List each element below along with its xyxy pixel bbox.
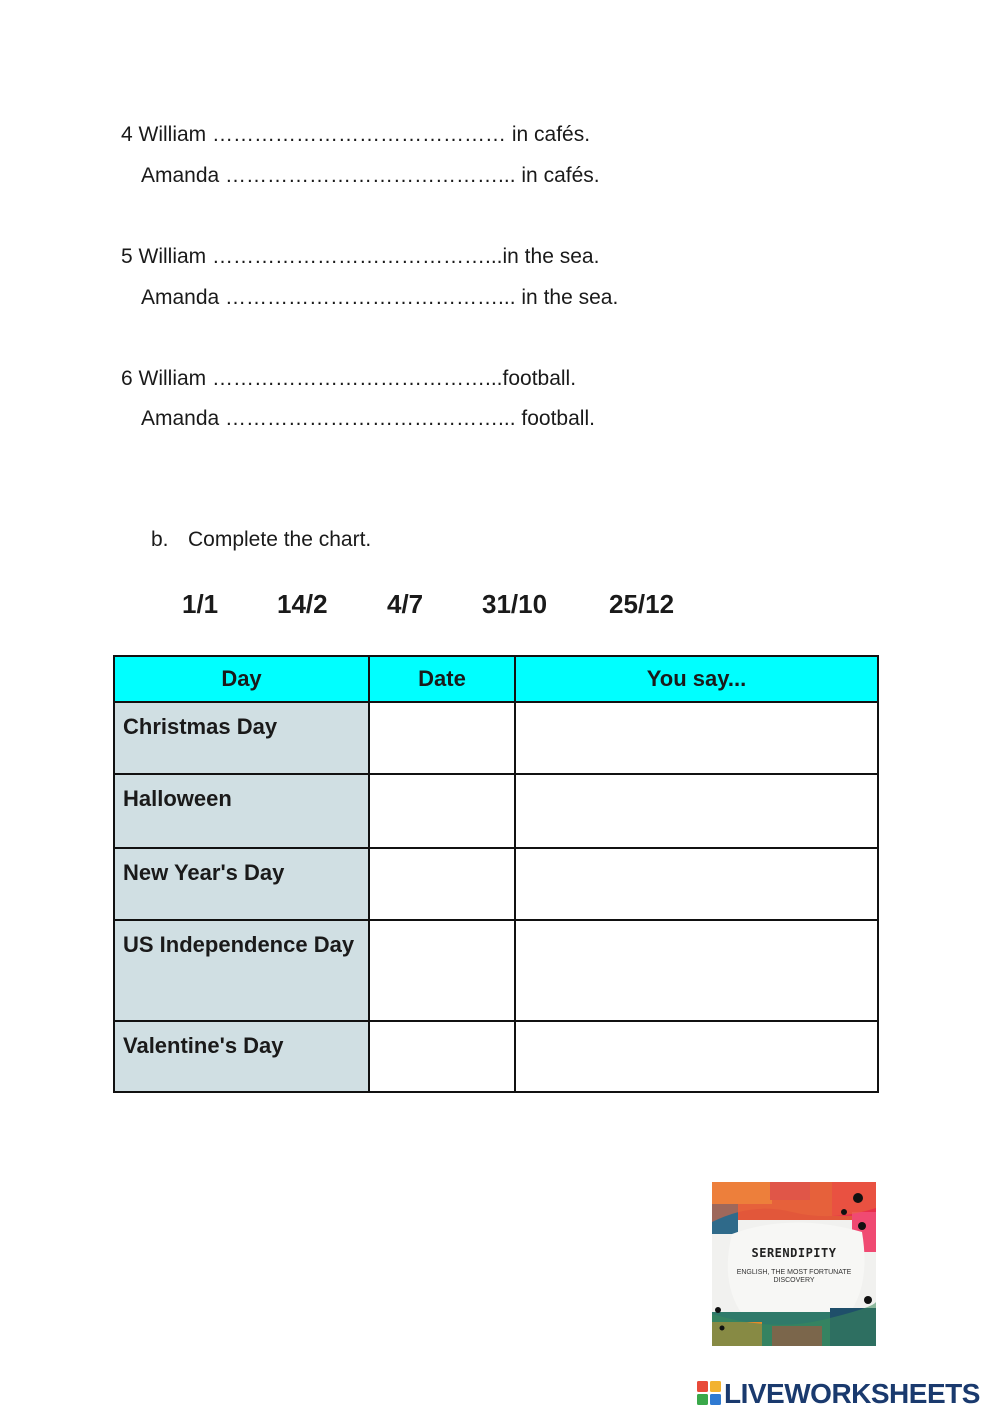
date-option: 14/2 [277, 589, 328, 619]
item-5-amanda-line: Amanda …………………………………... in the sea. [141, 286, 619, 309]
table-row [114, 920, 878, 1021]
holiday-chart [113, 655, 879, 1093]
date-options [0, 591, 1000, 621]
date-answer-cell[interactable] [369, 702, 515, 774]
day-cell: US Independence Day [114, 920, 369, 1021]
day-cell: Halloween [114, 774, 369, 848]
date-option: 31/10 [482, 589, 548, 619]
you-say-answer-cell[interactable] [515, 1021, 878, 1092]
you-say-answer-cell[interactable] [515, 702, 878, 774]
table-row [114, 774, 878, 848]
you-say-answer-cell[interactable] [515, 920, 878, 1021]
you-say-answer-cell[interactable] [515, 848, 878, 920]
date-option: 4/7 [387, 589, 424, 619]
you-say-answer-cell[interactable] [515, 774, 878, 848]
liveworksheets-brand[interactable] [697, 1378, 997, 1410]
item-4-amanda-line: Amanda …………………………………... in cafés. [141, 164, 600, 187]
day-cell: Valentine's Day [114, 1021, 369, 1092]
date-answer-cell[interactable] [369, 848, 515, 920]
day-cell: Christmas Day [114, 702, 369, 774]
brand-name: LIVEWORKSHEETS [724, 1378, 980, 1409]
table-header-row [114, 656, 878, 702]
serendipity-logo [712, 1182, 876, 1346]
day-cell: New Year's Day [114, 848, 369, 920]
item-6-william-line: 6 William …………………………………...football. [121, 367, 577, 390]
exercise-b-instruction: Complete the chart. [188, 528, 372, 551]
paint-splash-background [712, 1182, 876, 1346]
logo-subtitle: ENGLISH, THE MOST FORTUNATE DISCOVERY [736, 1269, 852, 1285]
date-option: 25/12 [609, 589, 675, 619]
liveworksheets-logo-icon [697, 1381, 721, 1405]
table-row [114, 1021, 878, 1092]
item-4-william-line: 4 William …………………………………… in cafés. [121, 123, 591, 146]
header-you-say: You say... [515, 656, 878, 702]
date-answer-cell[interactable] [369, 1021, 515, 1092]
item-6-amanda-line: Amanda …………………………………... football. [141, 407, 595, 430]
date-option: 1/1 [182, 589, 219, 619]
item-5-william-line: 5 William …………………………………...in the sea. [121, 245, 600, 268]
date-answer-cell[interactable] [369, 920, 515, 1021]
header-day: Day [114, 656, 369, 702]
exercise-b-label: b. [151, 528, 169, 551]
date-answer-cell[interactable] [369, 774, 515, 848]
table-row [114, 848, 878, 920]
header-date: Date [369, 656, 515, 702]
logo-title: SERENDIPITY [751, 1246, 837, 1260]
table-row [114, 702, 878, 774]
